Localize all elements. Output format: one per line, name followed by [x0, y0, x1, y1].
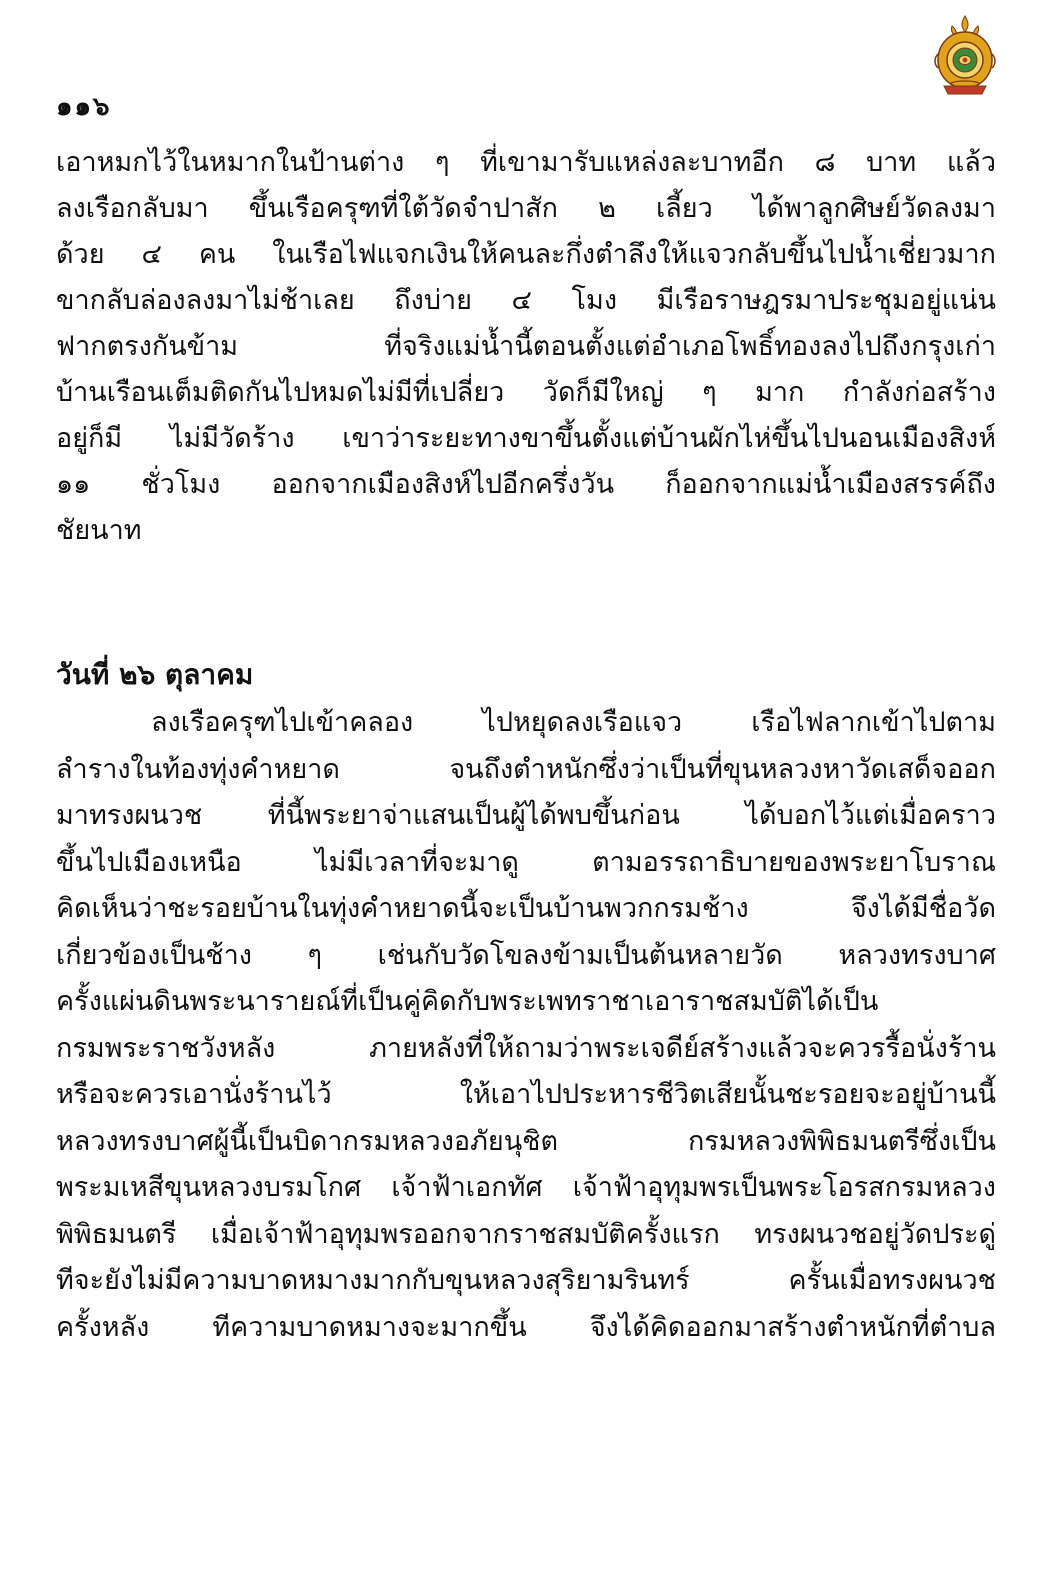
text-line: เกี่ยวข้องเป็นช้าง ๆ เช่นกับวัดโขลงข้ามเป็นต้นหลายวัด หลวงทรงบาศ [56, 939, 996, 971]
text-line: ครั้งหลัง ทีความบาดหมางจะมากขึ้น จึงได้คิดออกมาสร้างตำหนักที่ตำบล [56, 1311, 996, 1343]
emblem-logo [932, 14, 998, 96]
text-line: ฟากตรงกันข้าม ที่จริงแม่น้ำนี้ตอนตั้งแต่อำเภอโพธิ์ทองลงไปถึงกรุงเก่า [56, 331, 996, 362]
text-line: มาทรงผนวช ที่นี้พระยาจ่าแสนเป็นผู้ได้พบขึ้นก่อน ได้บอกไว้แต่เมื่อคราว [56, 800, 996, 831]
text-line: ทีจะยังไม่มีความบาดหมางมากกับขุนหลวงสุริยามรินทร์ ครั้นเมื่อทรงผนวช [56, 1265, 996, 1296]
text-line: ลงเรือครุฑไปเข้าคลอง ไปหยุดลงเรือแจว เรือไฟลากเข้าไปตาม [151, 707, 996, 738]
text-line: ขากลับล่องลงมาไม่ช้าเลย ถึงบ่าย ๔ โมง มีเรือราษฎรมาประชุมอยู่แน่น [56, 285, 996, 316]
text-line: ขึ้นไปเมืองเหนือ ไม่มีเวลาที่จะมาดู ตามอรรถาธิบายของพระยาโบราณ [56, 846, 996, 878]
page-number: ๑๑๖ [56, 92, 112, 122]
text-line: ด้วย ๔ คน ในเรือไฟแจกเงินให้คนละกึ่งตำลึงให้แจวกลับขึ้นไปน้ำเชี่ยวมาก [56, 239, 996, 270]
text-line: หลวงทรงบาศผู้นี้เป็นบิดากรมหลวงอภัยนุชิต กรมหลวงพิพิธมนตรีซึ่งเป็น [56, 1125, 996, 1157]
text-line: พิพิธมนตรี เมื่อเจ้าฟ้าอุทุมพรออกจากราชสมบัติครั้งแรก ทรงผนวชอยู่วัดประดู่ [56, 1218, 996, 1250]
text-line: บ้านเรือนเต็มติดกันไปหมดไม่มีที่เปลี่ยว วัดก็มีใหญ่ ๆ มาก กำลังก่อสร้าง [56, 377, 996, 408]
date-heading: วันที่ ๒๖ ตุลาคม [56, 658, 254, 691]
text-line: ลงเรือกลับมา ขึ้นเรือครุฑที่ใต้วัดจำปาสัก ๒ เลี้ยว ได้พาลูกศิษย์วัดลงมา [56, 193, 996, 224]
paragraph-1 [56, 140, 996, 554]
text-line: กรมพระราชวังหลัง ภายหลังที่ให้ถามว่าพระเจดีย์สร้างแล้วจะควรรื้อนั่งร้าน [56, 1032, 996, 1064]
emblem-icon [932, 14, 998, 96]
text-line: ๑๑ ชั่วโมง ออกจากเมืองสิงห์ไปอีกครึ่งวัน ก็ออกจากแม่น้ำเมืองสรรค์ถึง [56, 469, 996, 500]
paragraph-2 [56, 700, 996, 1351]
text-line: พระมเหสีขุนหลวงบรมโกศ เจ้าฟ้าเอกทัศ เจ้าฟ้าอุทุมพรเป็นพระโอรสกรมหลวง [56, 1172, 996, 1203]
text-line: เอาหมกไว้ในหมากในป้านต่าง ๆ ที่เขามารับแหล่งละบาทอีก ๘ บาท แล้ว [56, 147, 996, 178]
text-line: ครั้งแผ่นดินพระนารายณ์ที่เป็นคู่คิดกับพระเพทราชาเอาราชสมบัติได้เป็น [56, 986, 879, 1017]
text-line: ชัยนาท [56, 515, 142, 546]
text-line: อยู่ก็มี ไม่มีวัดร้าง เขาว่าระยะทางขาขึ้นตั้งแต่บ้านผักไห่ขึ้นไปนอนเมืองสิงห์ [56, 423, 996, 454]
text-line: ลำรางในท้องทุ่งคำหยาด จนถึงตำหนักซึ่งว่าเป็นที่ขุนหลวงหาวัดเสด็จออก [56, 753, 996, 785]
text-line: หรือจะควรเอานั่งร้านไว้ ให้เอาไปประหารชีวิตเสียนั้นชะรอยจะอยู่บ้านนี้ [56, 1079, 996, 1110]
text-line: คิดเห็นว่าชะรอยบ้านในทุ่งคำหยาดนี้จะเป็นบ้านพวกกรมช้าง จึงได้มีชื่อวัด [56, 893, 996, 924]
